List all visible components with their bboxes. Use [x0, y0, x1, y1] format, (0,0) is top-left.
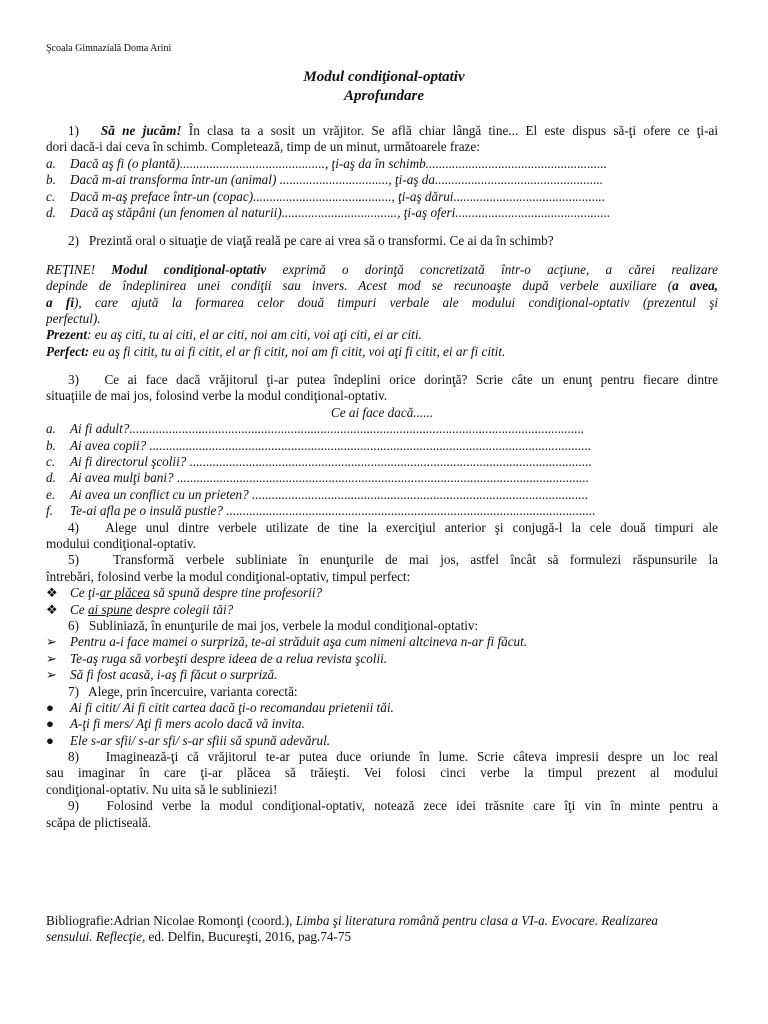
retine-aux2: a fi: [46, 294, 74, 310]
ex2-text: Prezintă oral o situaţie de viaţă reală pe care ai vrea să o transformi. Ce ai da în schimb?: [88, 233, 554, 249]
ex7-item-text: Ele s-ar sfii/ s-ar sfi/ s-ar sfiii să spună adevărul.: [70, 732, 331, 748]
ex3-item-label: e.: [46, 486, 56, 502]
arrow-bullet-icon: ➢: [46, 650, 58, 666]
ex1-item-b: [46, 172, 718, 188]
school-name: Şcoala Gimnazială Doma Arini: [46, 43, 172, 54]
ex7-item: [46, 700, 718, 716]
ex5-b2-pre: Ce: [70, 601, 88, 617]
bib-suffix: ed. Delfin, Bucureşti, 2016, pag.74-75: [145, 929, 352, 945]
ex1-lead: Să ne jucăm!: [100, 123, 182, 138]
ex7-number: 7): [68, 683, 79, 699]
perfect-text: eu aş fi citit, tu ai fi citit, el ar fi citit, noi am fi citit, voi aţi fi citit, ei ar fi citit.: [89, 343, 506, 359]
ex3-item-c: [46, 454, 718, 470]
ex1-item-text: Dacă m-ai transforma într-un (animal) ................................., ţi-aş da...................................................: [70, 172, 604, 188]
ex5-number: 5): [68, 552, 79, 568]
ex1-item-label: b.: [46, 172, 56, 188]
retine-label: REŢINE!: [46, 261, 96, 277]
ex3-center: Ce ai face dacă......: [330, 404, 434, 420]
ex5-text1: Transformă verbele subliniate în enunţurile de mai jos, astfel încât să formulezi răspunsurile la: [113, 552, 718, 568]
worksheet-content: [46, 123, 718, 831]
ex3-item-e: [46, 487, 718, 503]
ex1-item-text: Dacă aş fi (o plantă)............................................, ţi-aş da în schimb.......................................................: [70, 155, 608, 171]
ex6-item: [46, 651, 718, 667]
ex5-b1-pre: Ce ţi-: [70, 585, 100, 601]
ex1-item-c: [46, 189, 718, 205]
ex7-item: [46, 733, 718, 749]
ex3-item-f: [46, 503, 718, 519]
dot-bullet-icon: ●: [46, 716, 54, 732]
ex3-line2: situaţiile de mai jos, folosind verbe la modul condiţional-optativ.: [46, 388, 388, 404]
ex3-item-a: [46, 421, 718, 437]
ex3-item-label: c.: [46, 454, 56, 470]
ex6-text1: Subliniază, în enunţurile de mai jos, verbele la modul condiţional-optativ:: [88, 617, 479, 633]
ex7-text1: Alege, prin încercuire, varianta corectă:: [88, 683, 298, 699]
dot-bullet-icon: ●: [46, 699, 54, 715]
ex6-line1: [46, 618, 718, 634]
prezent-text: : eu aş citi, tu ai citi, el ar citi, noi am citi, voi aţi citi, ei ar citi.: [87, 327, 422, 343]
bib-title2: sensului. Reflecţie,: [46, 929, 146, 945]
retine-prezent: [46, 327, 718, 343]
ex1-line2: dori dacă-i dai ceva în schimb. Completează, timp de un minut, următoarele fraze:: [46, 139, 480, 155]
ex1-item-label: a.: [46, 155, 56, 171]
ex2-number: 2): [68, 233, 79, 249]
ex8-line2: sau imaginar în care ţi-ar plăcea să trăieşti. Vei folosi cinci verbe la timpul prezent al modului: [46, 765, 718, 781]
retine-text2: depinde de îndeplinirea unei condiţii sau invers. Acest mod se recunoaşte după verbele auxiliare (: [46, 278, 673, 294]
retine-text1: exprimă o dorinţă concretizată într-o acţiune, a cărei realizare: [266, 261, 718, 277]
ex3-item-text: Te-ai afla pe o insulă pustie? ................................................................................................................: [70, 503, 596, 519]
worksheet-subtitle: Aprofundare: [343, 88, 425, 104]
ex6-item-text: Pentru a-i face mamei o surpriză, te-ai străduit aşa cum nimeni altcineva n-ar fi făcut.: [70, 634, 528, 650]
ex8-line3: condiţional-optativ. Nu uita să le subliniezi!: [46, 781, 278, 797]
ex5-bullet-1: [46, 585, 718, 601]
ex3-item-text: Ai avea copii? ......................................................................................................................................: [70, 437, 592, 453]
ex7-item-text: Ai fi citit/ Ai fi citit cartea dacă ţi-o recomandau prietenii tăi.: [70, 699, 394, 715]
ex5-bullet-2: [46, 602, 718, 618]
ex3-item-label: d.: [46, 470, 56, 486]
ex3-item-label: f.: [46, 503, 53, 519]
ex1-item-a: [46, 156, 718, 172]
ex3-line1: [46, 372, 718, 388]
retine-line4: perfectul).: [46, 310, 101, 326]
ex5-b1-underlined: ar plăcea: [99, 585, 150, 601]
ex2-line: [46, 233, 718, 249]
ex3-item-text: Ai fi adult?..........................................................................................................................................: [70, 421, 585, 437]
ex1-number: 1): [68, 123, 79, 138]
ex3-text1: Ce ai face dacă vrăjitorul ţi-ar putea îndeplini orice dorinţă? Scrie câte un enunţ pentru fiecare dintre: [104, 372, 718, 388]
prezent-label: Prezent: [46, 327, 88, 343]
ex1-item-text: Dacă m-aş preface într-un (copac).........................................., ţi-aş dărui..............................................: [70, 188, 606, 204]
worksheet-title: Modul condiţional-optativ: [303, 69, 465, 85]
arrow-bullet-icon: ➢: [46, 667, 58, 683]
ex9-text1: Folosind verbe la modul condiţional-optativ, notează zece idei trăsnite care îţi vin în minte pentru a: [106, 798, 718, 814]
ex3-number: 3): [68, 372, 79, 388]
ex1-text1: În clasa ta a sosit un vrăjitor. Se află chiar lângă tine... El este dispus să-ţi ofere ce ţi-ai: [181, 123, 718, 138]
ex3-item-text: Ai fi directorul şcolii? ..........................................................................................................................: [70, 454, 592, 470]
ex1-item-d: [46, 205, 718, 221]
ex5-line1: [46, 552, 718, 568]
ex7-item: [46, 716, 718, 732]
ex6-item-text: Te-aş ruga să vorbeşti despre ideea de a relua revista şcolii.: [70, 650, 388, 666]
ex9-number: 9): [68, 798, 79, 814]
diamond-bullet-icon: ❖: [46, 585, 58, 601]
ex5-b2-post: despre colegii tăi?: [132, 601, 234, 617]
ex9-line1: [46, 798, 718, 814]
ex6-item-text: Să fi fost acasă, i-aş fi făcut o surpriză.: [70, 667, 278, 683]
retine-line1: [46, 262, 718, 278]
ex3-item-b: [46, 438, 718, 454]
ex4-number: 4): [68, 519, 79, 535]
ex9-line2: scăpa de plictiseală.: [46, 814, 152, 830]
perfect-label: Perfect:: [46, 343, 90, 359]
ex3-item-text: Ai avea mulţi bani? .............................................................................................................................: [70, 470, 590, 486]
ex3-item-d: [46, 470, 718, 486]
ex6-item: [46, 667, 718, 683]
bibliography: [46, 913, 726, 946]
bibliography-line1: [46, 913, 726, 929]
ex8-text1: Imaginează-ţi că vrăjitorul te-ar putea duce oriunde în lume. Scrie câteva impresii despre un loc real: [105, 749, 718, 765]
arrow-bullet-icon: ➢: [46, 634, 58, 650]
ex5-b1-post: să spună despre tine profesorii?: [149, 585, 323, 601]
bibliography-line2: [46, 929, 726, 945]
ex6-item: [46, 634, 718, 650]
ex3-item-text: Ai avea un conflict cu un prieten? ......................................................................................................: [70, 486, 589, 502]
retine-aux: a avea,: [672, 278, 718, 294]
retine-term: Modul condiţional-optativ: [111, 261, 267, 277]
ex5-line2: întrebări, folosind verbe la modul condiţional-optativ, timpul perfect:: [46, 568, 411, 584]
ex3-item-label: b.: [46, 437, 56, 453]
ex3-item-label: a.: [46, 421, 56, 437]
bib-title1: Limba şi literatura română pentru clasa a VI-a. Evocare. Realizarea: [295, 913, 659, 928]
ex1-line1: [46, 123, 718, 139]
ex8-line1: [46, 749, 718, 765]
diamond-bullet-icon: ❖: [46, 601, 58, 617]
ex1-item-label: c.: [46, 188, 56, 204]
ex1-item-label: d.: [46, 204, 56, 220]
ex5-b2-underlined: ai spune: [87, 601, 133, 617]
retine-line3: [46, 295, 718, 311]
retine-line2: [46, 278, 718, 294]
ex7-item-text: A-ţi fi mers/ Aţi fi mers acolo dacă vă invita.: [70, 716, 305, 732]
ex1-item-text: Dacă aş stăpâni (un fenomen al naturii)..................................., ţi-aş oferi...............................................: [70, 204, 611, 220]
ex6-number: 6): [68, 617, 79, 633]
ex7-line1: [46, 684, 718, 700]
dot-bullet-icon: ●: [46, 732, 54, 748]
retine-perfect: [46, 344, 718, 360]
retine-text3: ), care ajută la formarea celor două timpuri verbale ale modului condiţional-optativ (prezentul şi: [73, 294, 718, 310]
ex4-line2: modului condiţional-optativ.: [46, 535, 197, 551]
ex8-number: 8): [68, 749, 79, 765]
bib-prefix: Bibliografie:Adrian Nicolae Romonţi (coord.),: [46, 913, 296, 928]
ex4-line1: [46, 520, 718, 536]
ex4-text1: Alege unul dintre verbele utilizate de tine la exerciţiul anterior şi conjugă-l la cele două timpuri ale: [105, 519, 718, 535]
